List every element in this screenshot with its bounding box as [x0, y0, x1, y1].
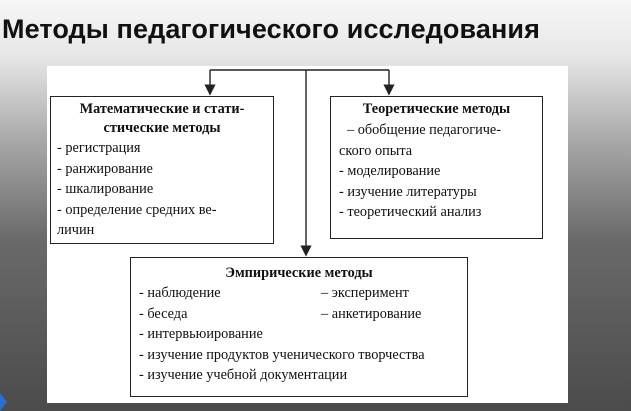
math-method-item: - шкалирование	[57, 181, 154, 197]
math-method-item: - регистрация	[57, 140, 141, 156]
theoretical-method-item: - теоретический анализ	[339, 204, 482, 220]
empirical-method-item: – эксперимент	[321, 285, 409, 301]
theoretical-method-item: - изучение литературы	[339, 183, 477, 200]
empirical-method-item: - наблюдение	[139, 285, 221, 301]
math-methods-title	[57, 100, 267, 138]
diagram-panel	[47, 66, 568, 403]
empirical-method-item: - интервьюирование	[139, 326, 263, 342]
theoretical-method-item: – обобщение педагогиче-	[347, 122, 502, 138]
math-title-line: стические методы	[103, 120, 221, 136]
slide-title: Методы педагогического исследования	[2, 14, 540, 44]
math-method-item: личин	[57, 222, 95, 238]
theoretical-methods-title: Теоретические методы	[362, 101, 511, 117]
math-method-item: - ранжирование	[57, 160, 153, 177]
theoretical-method-item: - моделирование	[339, 163, 441, 179]
math-title-line: Математические и стати-	[79, 101, 245, 117]
theoretical-methods-box	[330, 96, 543, 239]
empirical-method-item: - изучение продуктов ученического творчества	[139, 346, 425, 363]
empirical-method-item: – анкетирование	[321, 305, 422, 322]
empirical-method-row	[139, 283, 459, 304]
empirical-method-item: - изучение учебной документации	[139, 367, 348, 383]
empirical-method-item: - беседа	[139, 305, 188, 322]
math-method-item: - определение средних ве-	[57, 201, 217, 218]
empirical-methods-title: Эмпирические методы	[225, 265, 373, 281]
theoretical-method-item: ского опыта	[339, 142, 413, 159]
slide-accent-marker	[0, 393, 7, 411]
math-methods-box	[50, 96, 274, 244]
empirical-method-row	[139, 304, 459, 325]
empirical-methods-box	[130, 257, 468, 397]
